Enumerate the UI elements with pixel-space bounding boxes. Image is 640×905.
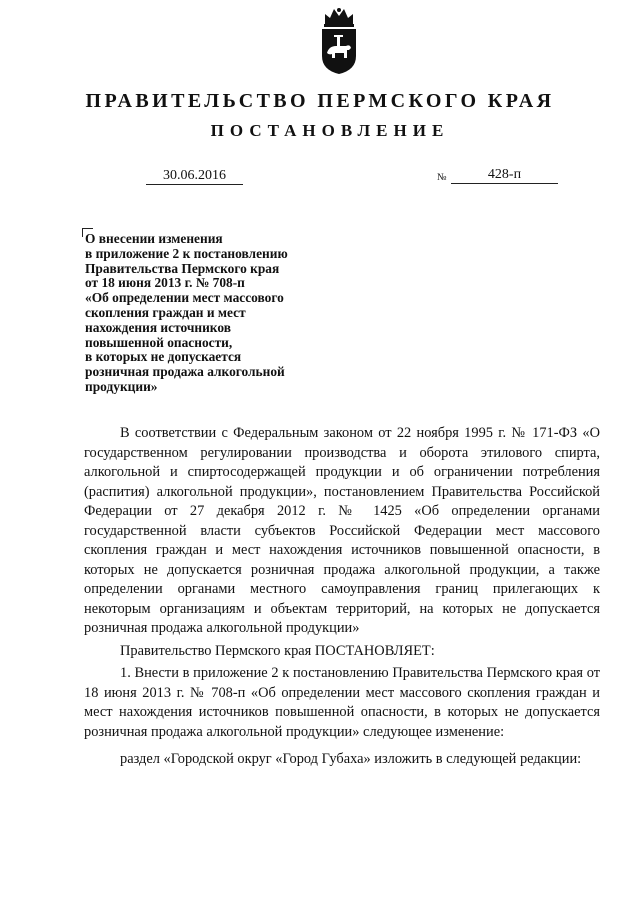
government-title: ПРАВИТЕЛЬСТВО ПЕРМСКОГО КРАЯ: [85, 90, 555, 112]
subject-line: О внесении изменения: [85, 231, 223, 246]
body-paragraph-section: раздел «Городской округ «Город Губаха» изложить в следующей редакции:: [120, 751, 582, 767]
document-body: [84, 424, 600, 770]
subject-line: скопления граждан и мест: [85, 304, 246, 320]
document-type: ПОСТАНОВЛЕНИЕ: [210, 121, 450, 140]
subject-line: Правительства Пермского края: [85, 260, 280, 276]
coat-of-arms-icon: [316, 6, 362, 76]
body-paragraph-resolution: Правительство Пермского края ПОСТАНОВЛЯЕТ:: [120, 642, 435, 659]
subject-line: «Об определении мест массового: [85, 290, 284, 306]
document-number: 428-п: [451, 167, 558, 184]
subject-line: продукции»: [85, 378, 158, 394]
subject-line: в приложение 2 к постановлению: [85, 245, 288, 261]
subject-line: повышенной опасности,: [85, 334, 233, 350]
subject-line: в которых не допускается: [85, 349, 242, 365]
document-subject: [85, 232, 335, 395]
document-date: 30.06.2016: [146, 168, 243, 185]
subject-line: розничная продажа алкогольной: [85, 364, 285, 380]
subject-line: нахождения источников: [85, 319, 231, 335]
body-paragraph-item-1: 1. Внести в приложение 2 к постановлению Правительства Пермского края от 18 июня 2013 г. № 708-п «Об определении мест массового скопления граждан и мест нахождения источников повышенной опасности, в которых не допускается розничная продажа алкогольной продукции» следующее изменение:: [84, 665, 600, 740]
number-label: №: [437, 172, 447, 183]
body-paragraph-legal-basis: В соответствии с Федеральным законом от 22 ноября 1995 г. № 171-ФЗ «О государственном регулировании производства и оборота этилового спирта, алкогольной и спиртосодержащей продукции и об ограничении потребления (распития) алкогольной продукции», постановлением Правительства Российской Федерации от 27 декабря 2012 г. № 1425 «Об определении органами государственной власти субъектов Российской Федерации мест массового скопления граждан и мест нахождения источников повышенной опасности, в которых не допускается розничная продажа алкогольной продукции, а также определении органами местного самоуправления границ прилегающих к некоторым организациям и объектам территорий, на которых не допускается розничная продажа алкогольной продукции»: [84, 425, 600, 636]
subject-line: от 18 июня 2013 г. № 708-п: [85, 275, 245, 291]
